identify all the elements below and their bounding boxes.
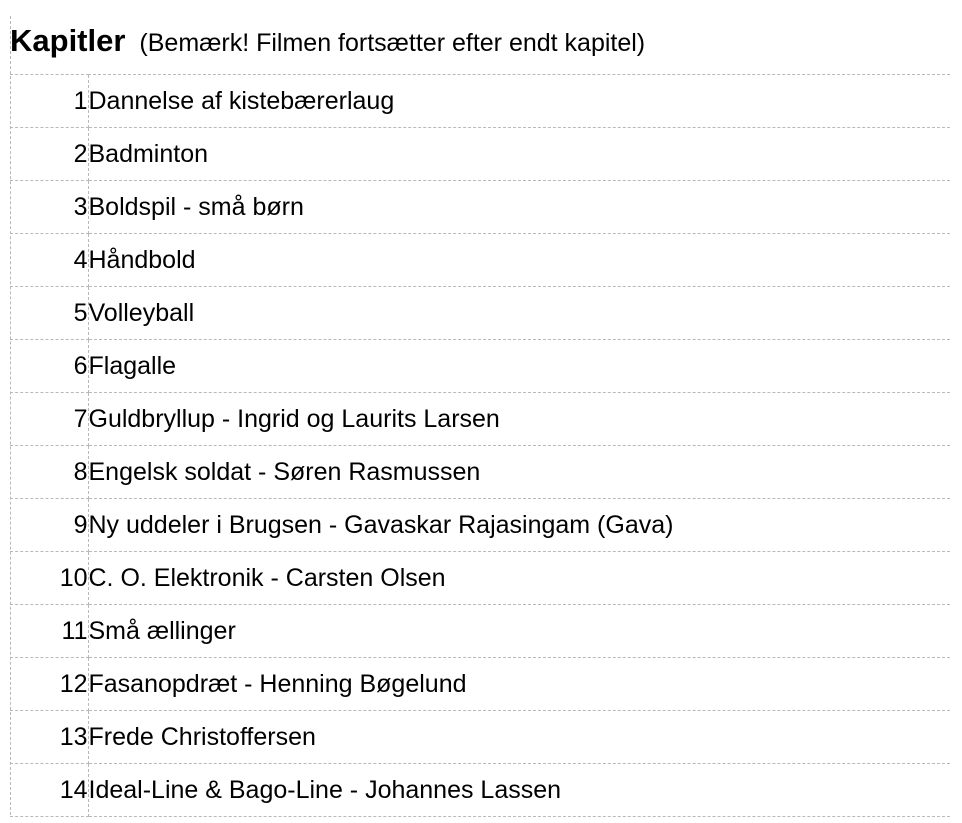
chapter-number: 4 bbox=[10, 234, 88, 287]
chapter-number: 6 bbox=[10, 340, 88, 393]
chapter-table-body bbox=[10, 8, 950, 817]
chapter-number: 3 bbox=[10, 181, 88, 234]
table-row[interactable] bbox=[10, 393, 950, 446]
chapter-number: 7 bbox=[10, 393, 88, 446]
chapter-title: Håndbold bbox=[88, 234, 950, 287]
chapter-title: Dannelse af kistebærerlaug bbox=[88, 75, 950, 128]
table-row[interactable] bbox=[10, 499, 950, 552]
table-row[interactable] bbox=[10, 605, 950, 658]
chapter-title: Volleyball bbox=[88, 287, 950, 340]
chapter-number: 1 bbox=[10, 75, 88, 128]
chapter-number: 9 bbox=[10, 499, 88, 552]
chapter-number: 5 bbox=[10, 287, 88, 340]
table-row[interactable] bbox=[10, 181, 950, 234]
chapter-title: Små ællinger bbox=[88, 605, 950, 658]
chapter-title: Frede Christoffersen bbox=[88, 711, 950, 764]
chapter-title: Engelsk soldat - Søren Rasmussen bbox=[88, 446, 950, 499]
table-row[interactable] bbox=[10, 711, 950, 764]
chapter-number: 10 bbox=[10, 552, 88, 605]
table-row[interactable] bbox=[10, 128, 950, 181]
chapter-number: 2 bbox=[10, 128, 88, 181]
chapter-list-page bbox=[0, 8, 962, 823]
table-row[interactable] bbox=[10, 234, 950, 287]
chapter-table bbox=[10, 8, 950, 817]
chapter-title: Flagalle bbox=[88, 340, 950, 393]
table-row[interactable] bbox=[10, 75, 950, 128]
table-row[interactable] bbox=[10, 764, 950, 817]
chapter-number: 8 bbox=[10, 446, 88, 499]
table-row[interactable] bbox=[10, 340, 950, 393]
table-row[interactable] bbox=[10, 658, 950, 711]
chapter-title: Ideal-Line & Bago-Line - Johannes Lassen bbox=[88, 764, 950, 817]
chapter-title: Fasanopdræt - Henning Bøgelund bbox=[88, 658, 950, 711]
header-cell bbox=[10, 8, 950, 75]
table-row[interactable] bbox=[10, 446, 950, 499]
header-note: (Bemærk! Filmen fortsætter efter endt kapitel) bbox=[139, 29, 646, 57]
page-title: Kapitler bbox=[10, 23, 126, 58]
chapter-title: Guldbryllup - Ingrid og Laurits Larsen bbox=[88, 393, 950, 446]
table-left-border bbox=[10, 16, 11, 815]
table-header-row bbox=[10, 8, 950, 75]
chapter-title: C. O. Elektronik - Carsten Olsen bbox=[88, 552, 950, 605]
chapter-number: 14 bbox=[10, 764, 88, 817]
table-row[interactable] bbox=[10, 552, 950, 605]
chapter-number: 13 bbox=[10, 711, 88, 764]
chapter-number: 11 bbox=[10, 605, 88, 658]
chapter-title: Badminton bbox=[88, 128, 950, 181]
chapter-title: Ny uddeler i Brugsen - Gavaskar Rajasingam (Gava) bbox=[88, 499, 950, 552]
table-row[interactable] bbox=[10, 287, 950, 340]
chapter-title: Boldspil - små børn bbox=[88, 181, 950, 234]
chapter-number: 12 bbox=[10, 658, 88, 711]
